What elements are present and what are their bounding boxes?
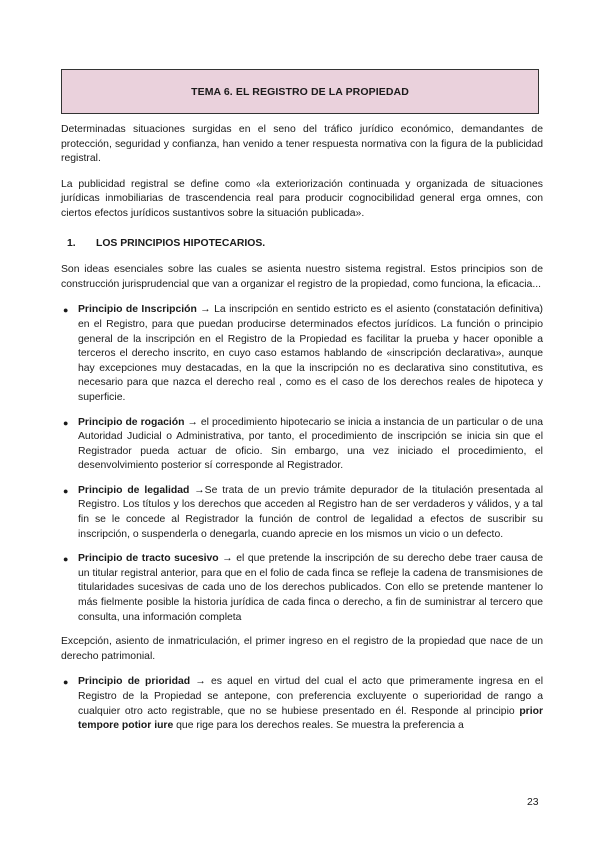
priority-list: [61, 675, 543, 733]
page-title: TEMA 6. EL REGISTRO DE LA PROPIEDAD: [191, 85, 409, 98]
bullet-icon: ●: [63, 677, 69, 688]
section-title: LOS PRINCIPIOS HIPOTECARIOS.: [96, 237, 266, 249]
bullet-icon: ●: [63, 485, 69, 496]
bullet-icon: ●: [63, 305, 69, 316]
principle-name: Principio de rogación: [78, 416, 185, 428]
list-item: [61, 675, 543, 733]
principle-name: Principio de Inscripción: [78, 304, 197, 316]
latin-phrase: prior tempore potior iure: [78, 705, 543, 732]
principle-text-end: que rige para los derechos reales. Se muestra la preferencia a: [173, 720, 464, 732]
principle-text: →Se trata de un previo trámite depurador de la titulación presentada al Registro. Los títulos y los derechos que acceden al Registro han de ser verdaderos y válidos, y a tal fin se le concede al Registrador la función de control de legalidad a efectos de suscribir su inscripción, o suspenderla o denegarla, cuando aprecie en los mismos un vicio o un defecto.: [78, 484, 543, 540]
principle-text: → es aquel en virtud del cual el acto que primeramente ingresa en el Registro de la Propiedad se antepone, con preferencia excluyente o superioridad de rango a cualquier otro acto registrable, que no se hubiese presentado en él. Responde al principio: [78, 676, 543, 717]
principle-name: Principio de prioridad: [78, 676, 191, 688]
list-item: [61, 416, 543, 474]
title-box: [61, 69, 539, 114]
section-intro-paragraph: Son ideas esenciales sobre las cuales se asienta nuestro sistema registral. Estos principios son de construcción jurisprudencial que van a organizar el registro de la propiedad, como funciona, la eficacia...: [61, 264, 543, 290]
principle-text: → La inscripción en sentido estricto es el asiento (constatación definitiva) en el Registro, para que puedan producirse determinados efectos jurídicos. La función o principio general de la inscripción en el Registro de la Propiedad es facilitar la prueba y hacer oponible a terceros el derecho inscrito, en cuyo caso estamos hablando de «inscripción declarativa», aunque hay excepciones muy destacadas, en la que la inscripción no es declarativa sino constitutiva, es necesario para que nazca el derecho real , como es el caso de los derechos reales de hipoteca y superficie.: [78, 304, 543, 403]
list-item: [61, 552, 543, 625]
definition-paragraph: La publicidad registral se define como «la exteriorización continuada y organizada de situaciones jurídicas inmobiliarias de trascendencia real para producir cognocibilidad general erga omnes, con ciertos efectos jurídicos sustantivos sobre la situación publicada».: [61, 178, 543, 219]
bullet-icon: ●: [63, 417, 69, 428]
principle-text: → el procedimiento hipotecario se inicia a instancia de un particular o de una Autoridad Judicial o Administrativa, por tanto, el procedimiento de inscripción se inicia sin que el Registrador pueda actuar de oficio. Sin embargo, una vez iniciado el procedimiento, el desenvolvimiento posterior sí corresponde al Registrador.: [78, 416, 543, 472]
bullet-icon: ●: [63, 554, 69, 565]
page-number: 23: [527, 797, 539, 808]
exception-paragraph: Excepción, asiento de inmatriculación, el primer ingreso en el registro de la propiedad que nace de un derecho patrimonial.: [61, 636, 543, 662]
principles-list: [61, 303, 543, 625]
document-body: [61, 123, 543, 744]
principle-name: Principio de tracto sucesivo: [78, 553, 219, 565]
list-item: [61, 303, 543, 405]
intro-paragraph: Determinadas situaciones surgidas en el seno del tráfico jurídico económico, demandantes de protección, seguridad y confianza, han venido a tener respuesta normativa con la figura de la publicidad registral.: [61, 124, 543, 165]
principle-text: → el que pretende la inscripción de su derecho debe traer causa de un titular registral anterior, para que en el folio de cada finca se refleje la cadena de transmisiones de titularidades sucesivas de cada uno de los derechos publicados. Con ello se pretende mantener lo más fielmente posible la historia jurídica de cada finca o derecho, a fin de suministrar al tercero que consulta, una información completa: [78, 553, 543, 623]
section-number: 1.: [67, 237, 76, 249]
section-heading: [61, 237, 543, 252]
principle-name: Principio de legalidad: [78, 484, 190, 496]
list-item: [61, 484, 543, 542]
